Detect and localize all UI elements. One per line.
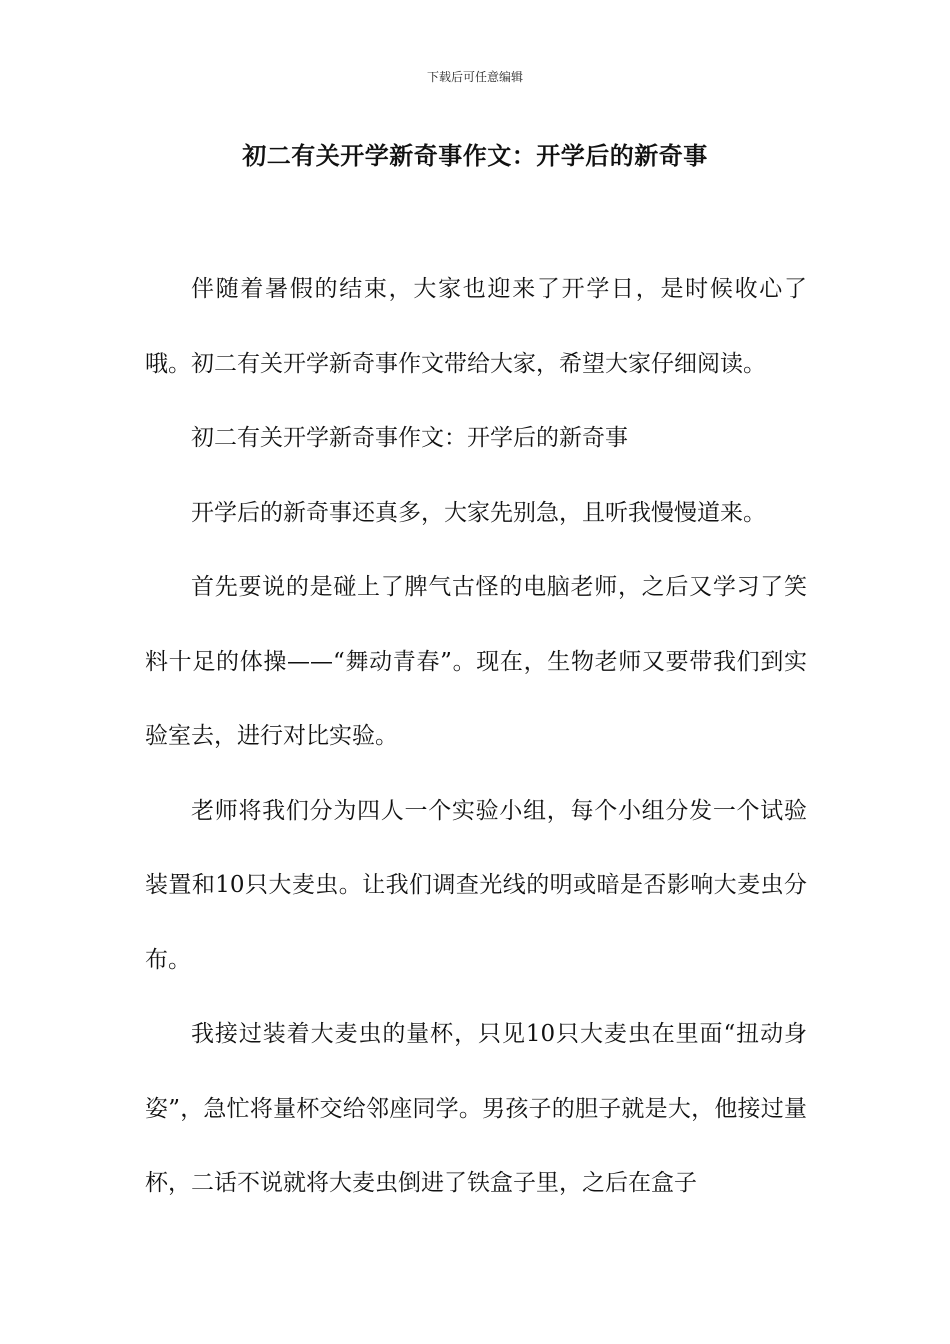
paragraph-experiment-setup: 老师将我们分为四人一个实验小组，每个小组分发一个试验装置和10只大麦虫。让我们调查光线的明或暗是否影响大麦虫分布。	[145, 797, 807, 973]
paragraph-teachers: 首先要说的是碰上了脾气古怪的电脑老师，之后又学习了笑料十足的体操——“舞动青春”。现在，生物老师又要带我们到实验室去，进行对比实验。	[145, 574, 807, 749]
paragraph-subtitle: 初二有关开学新奇事作文：开学后的新奇事	[191, 425, 628, 451]
document-title: 初二有关开学新奇事作文：开学后的新奇事	[242, 142, 708, 170]
document-body	[145, 252, 807, 1221]
paragraph-intro: 伴随着暑假的结束，大家也迎来了开学日，是时候收心了哦。初二有关开学新奇事作文带给大家，希望大家仔细阅读。	[145, 276, 807, 377]
paragraph-opening: 开学后的新奇事还真多，大家先别急，且听我慢慢道来。	[191, 499, 766, 526]
paragraph-experiment-action: 我接过装着大麦虫的量杯，只见10只大麦虫在里面“扭动身姿”，急忙将量杯交给邻座同学。男孩子的胆子就是大，他接过量杯，二话不说就将大麦虫倒进了铁盒子里，之后在盒子	[145, 1021, 807, 1196]
header-note: 下载后可任意编辑	[426, 70, 523, 84]
